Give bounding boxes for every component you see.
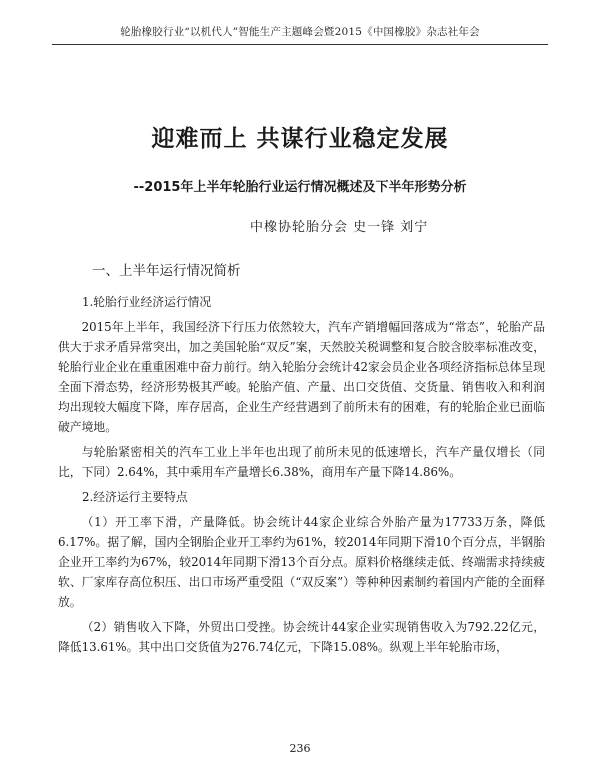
page-number: 236 <box>289 742 311 755</box>
paragraph-3: （1）开工率下滑，产量降低。协会统计44家企业综合外胎产量为17733万条，降低6.17%。据了解，国内全钢胎企业开工率约为61%，较2014年同期下滑10个百分点，半钢胎企业开工率约为67%，较2014年同期下滑13个百分点。原料价格继续走低、终端需求持续疲软、厂家库存高位积压、出口市场严重受阻（“双反案”）等种种因素制约着国内产能的全面释放。 <box>58 515 545 609</box>
paragraph-2: 与轮胎紧密相关的汽车工业上半年也出现了前所未见的低速增长，汽车产量仅增长（同比，下同）2.64%，其中乘用车产量增长6.38%，商用车产量下降14.86%。 <box>58 445 545 479</box>
header-text: 轮胎橡胶行业“以机代人”智能生产主题峰会暨2015《中国橡胶》杂志社年会 <box>120 26 480 38</box>
subheading-1: 1.轮胎行业经济运行情况 <box>82 295 212 309</box>
paragraph-4: （2）销售收入下降，外贸出口受挫。协会统计44家企业实现销售收入为792.22亿元，降低13.61%。其中出口交货值为276.74亿元，下降15.08%。纵观上半年轮胎市场， <box>58 620 545 654</box>
header-rule <box>52 44 548 45</box>
article-title: 迎难而上 共谋行业稳定发展 <box>151 125 449 152</box>
article-authors: 中橡协轮胎分会 史一锋 刘宁 <box>250 220 429 235</box>
section-heading: 一、上半年运行情况简析 <box>92 263 241 279</box>
article-body <box>58 292 545 657</box>
subheading-2: 2.经济运行主要特点 <box>82 490 188 504</box>
paragraph-1: 2015年上半年，我国经济下行压力依然较大，汽车产销增幅回落成为“常态”，轮胎产品供大于求矛盾异常突出，加之美国轮胎“双反”案，天然胶关税调整和复合胶含胶率标准改变，轮胎行业企业在重重困难中奋力前行。纳入轮胎分会统计42家会员企业各项经济指标总体呈现全面下滑态势，经济形势极其严峻。轮胎产值、产量、出口交货值、交货量、销售收入和利润均出现较大幅度下降，库存居高，企业生产经营遇到了前所未有的困难，有的轮胎企业已面临破产境地。 <box>58 320 545 434</box>
article-subtitle: --2015年上半年轮胎行业运行情况概述及下半年形势分析 <box>133 180 467 195</box>
running-header <box>0 0 600 44</box>
